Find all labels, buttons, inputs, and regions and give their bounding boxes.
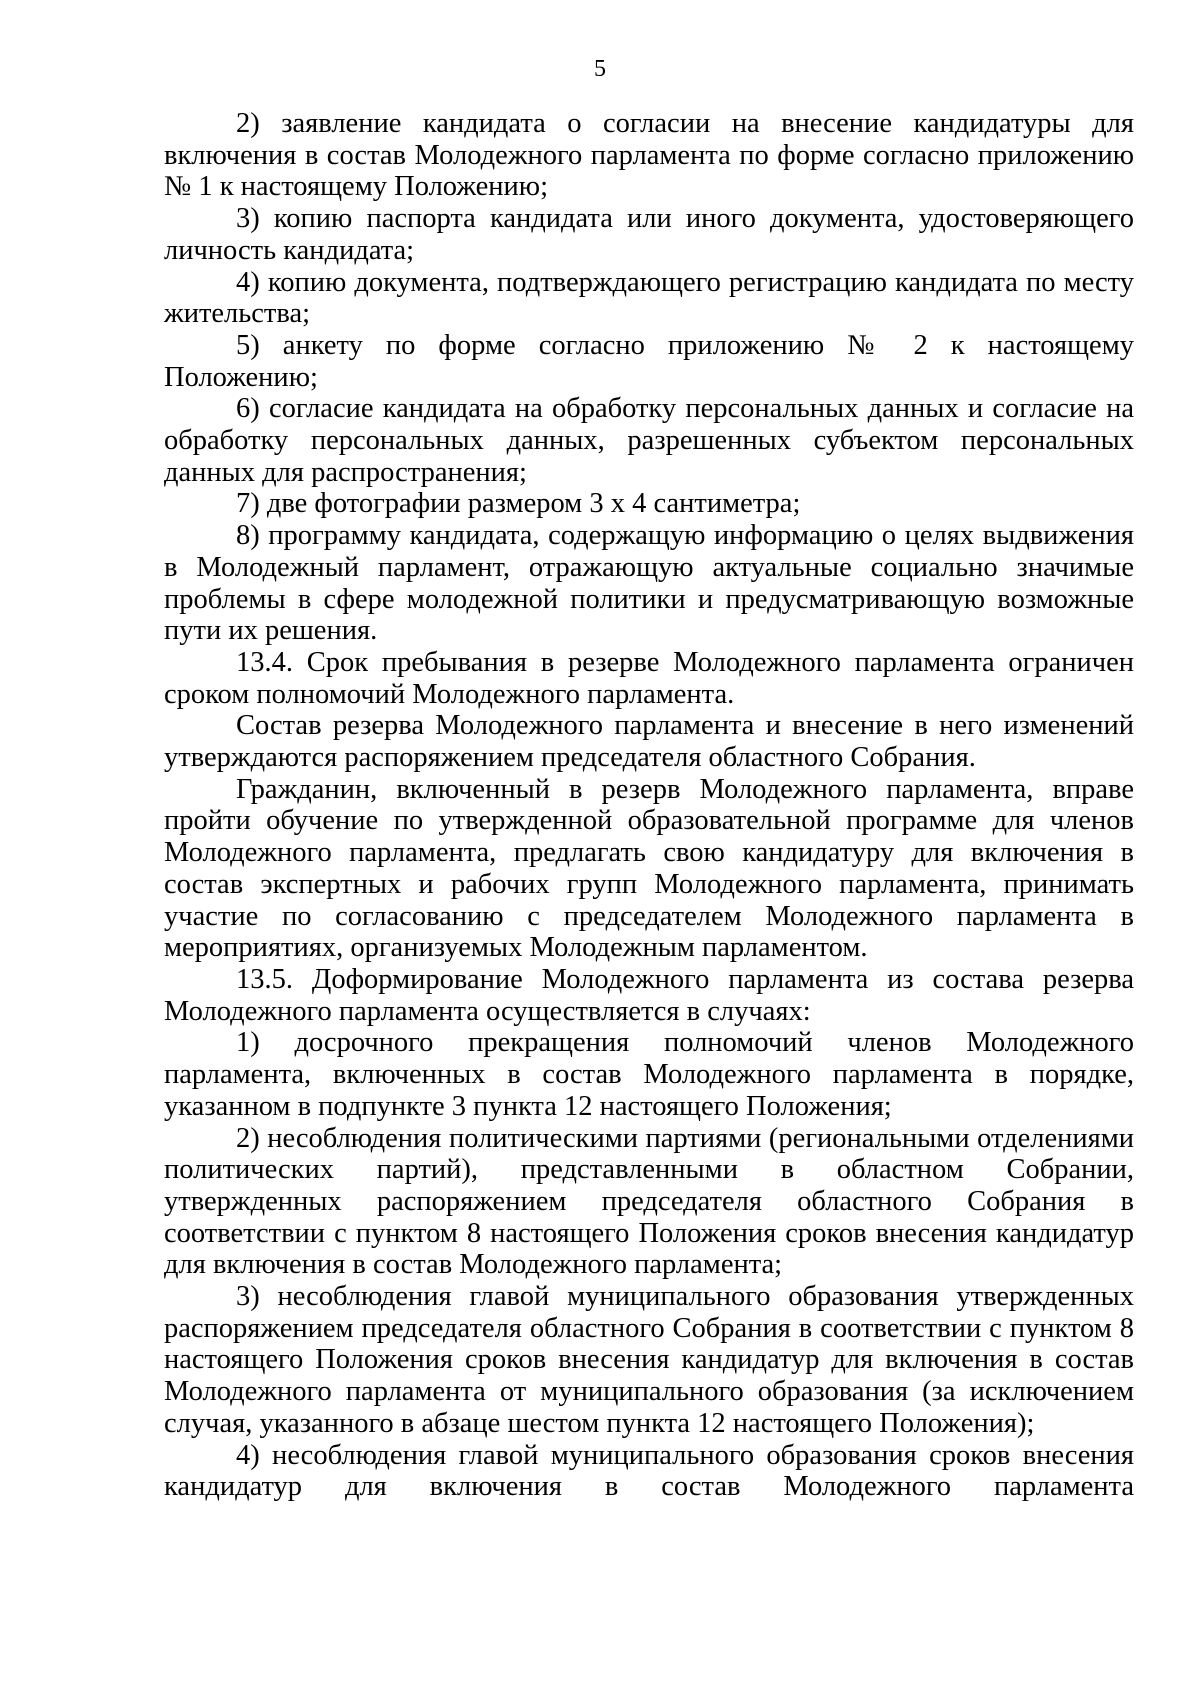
paragraph-item-2-application: 2) заявление кандидата о согласии на внесение кандидатуры для включения в состав Молодежного парламента по форме согласно приложению № 1 к настоящему Положению; (164, 108, 1134, 203)
paragraph-item-5-questionnaire: 5) анкету по форме согласно приложению № 2 к настоящему Положению; (164, 329, 1134, 393)
paragraph-13-4-term: 13.4. Срок пребывания в резерве Молодежного парламента ограничен сроком полномочий Молодежного парламента. (164, 646, 1134, 710)
page-number: 5 (594, 56, 606, 82)
document-body (164, 108, 1134, 1503)
paragraph-case-3-municipal-head: 3) несоблюдения главой муниципального образования утвержденных распоряжением председателя областного Собрания в соответствии с пунктом 8 настоящего Положения сроков внесения кандидатур для включения в состав Молодежного парламента от муниципального образования (за исключением случая, указанного в абзаце шестом пункта 12 настоящего Положения); (164, 1281, 1134, 1439)
paragraph-item-6-consent: 6) согласие кандидата на обработку персональных данных и согласие на обработку персональных данных, разрешенных субъектом персональных данных для распространения; (164, 393, 1134, 488)
paragraph-case-2-parties: 2) несоблюдения политическими партиями (региональными отделениями политических партий), представленными в областном Собрании, утвержденных распоряжением председателя областного Собрания в соответствии с пунктом 8 настоящего Положения сроков внесения кандидатур для включения в состав Молодежного парламента; (164, 1122, 1134, 1281)
paragraph-case-1-early-termination: 1) досрочного прекращения полномочий членов Молодежного парламента, включенных в состав Молодежного парламента в порядке, указанном в подпункте 3 пункта 12 настоящего Положения; (164, 1027, 1134, 1122)
paragraph-item-7-photos: 7) две фотографии размером 3 х 4 сантиметра; (236, 488, 801, 520)
paragraph-item-3-passport: 3) копию паспорта кандидата или иного документа, удостоверяющего личность кандидата; (164, 203, 1134, 266)
paragraph-item-4-registration: 4) копию документа, подтверждающего регистрацию кандидата по месту жительства; (164, 266, 1134, 330)
paragraph-13-5-additional-formation: 13.5. Доформирование Молодежного парламента из состава резерва Молодежного парламента осуществляется в случаях: (164, 963, 1134, 1027)
paragraph-item-8-program: 8) программу кандидата, содержащую информацию о целях выдвижения в Молодежный парламент, отражающую актуальные социально значимые проблемы в сфере молодежной политики и предусматривающую возможные пути их решения. (164, 520, 1134, 647)
paragraph-case-4-municipal-deadlines: 4) несоблюдения главой муниципального образования сроков внесения кандидатур для включения в состав Молодежного парламента (164, 1439, 1134, 1503)
paragraph-citizen-rights: Гражданин, включенный в резерв Молодежного парламента, вправе пройти обучение по утвержденной образовательной программе для членов Молодежного парламента, предлагать свою кандидатуру для включения в состав экспертных и рабочих групп Молодежного парламента, принимать участие по согласованию с председателем Молодежного парламента в мероприятиях, организуемых Молодежным парламентом. (164, 773, 1134, 964)
paragraph-reserve-composition: Состав резерва Молодежного парламента и внесение в него изменений утверждаются распоряжением председателя областного Собрания. (164, 710, 1134, 774)
